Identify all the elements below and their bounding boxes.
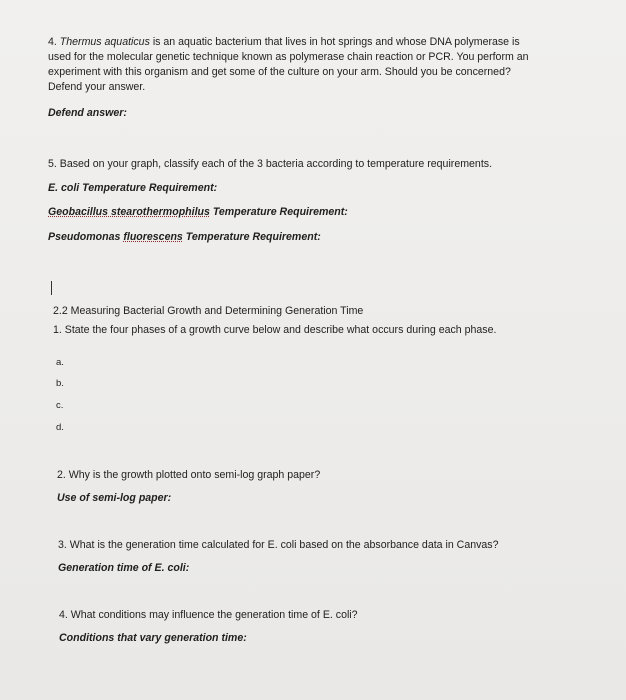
- phase-item-a: a.: [56, 357, 64, 368]
- generation-time-question: 3. What is the generation time calculated for E. coli based on the absorbance data in Canvas?: [58, 539, 499, 551]
- q4-line-4: Defend your answer.: [48, 81, 146, 93]
- pseudomonas-rest: Temperature Requirement:: [182, 231, 321, 243]
- question-4-thermus: [48, 35, 568, 95]
- conditions-question: 4. What conditions may influence the generation time of E. coli?: [59, 609, 358, 621]
- semi-log-answer-label: Use of semi-log paper:: [57, 492, 172, 504]
- phase-item-b: b.: [56, 378, 64, 389]
- semi-log-question: 2. Why is the growth plotted onto semi-log graph paper?: [57, 469, 321, 481]
- text-cursor: [51, 281, 52, 295]
- q4-line-1-rest: is an aquatic bacterium that lives in hot springs and whose DNA polymerase is: [149, 36, 520, 48]
- pseudomonas-temp-label: [48, 230, 321, 245]
- q4-number: 4.: [48, 36, 60, 48]
- section-2-2-heading: 2.2 Measuring Bacterial Growth and Determining Generation Time: [53, 305, 364, 317]
- q4-species-name: Thermus aquaticus: [59, 36, 150, 48]
- q4-line-1: [48, 35, 568, 50]
- phase-item-d: d.: [56, 422, 64, 433]
- geobacillus-name: Geobacillus stearothermophilus: [48, 206, 210, 218]
- ecoli-temp-label: E. coli Temperature Requirement:: [48, 182, 218, 194]
- q4-line-2: used for the molecular genetic technique known as polymerase chain reaction or PCR. You perform an: [48, 51, 529, 63]
- phase-item-c: c.: [56, 400, 64, 411]
- pseudomonas-species: fluorescens: [123, 231, 183, 243]
- generation-time-answer-label: Generation time of E. coli:: [58, 562, 190, 574]
- defend-answer-label: Defend answer:: [48, 107, 127, 119]
- pseudomonas-genus: Pseudomonas: [48, 231, 124, 243]
- q4-line-3: experiment with this organism and get some of the culture on your arm. Should you be concerned?: [48, 66, 511, 78]
- growth-curve-question: 1. State the four phases of a growth curve below and describe what occurs during each phase.: [53, 324, 497, 336]
- geobacillus-temp-label: [48, 205, 348, 220]
- geobacillus-rest: Temperature Requirement:: [209, 206, 348, 218]
- conditions-answer-label: Conditions that vary generation time:: [59, 632, 247, 644]
- question-5-text: 5. Based on your graph, classify each of the 3 bacteria according to temperature requirements.: [48, 158, 493, 170]
